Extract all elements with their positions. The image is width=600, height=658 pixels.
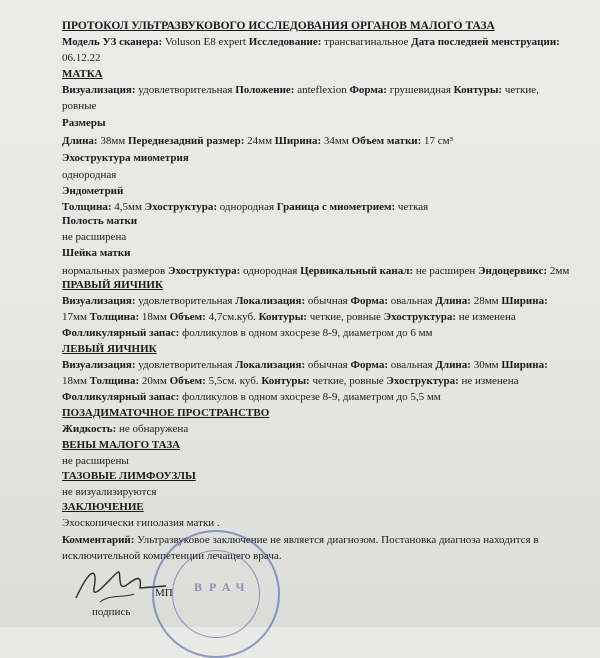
- lymph-heading: ТАЗОВЫЕ ЛИМФОУЗЛЫ: [62, 470, 196, 482]
- cavity-heading: Полость матки: [62, 215, 138, 227]
- right-ovary-follicles: Фолликулярный запас: фолликулов в одном эхосрезе 8-9, диаметром до 6 мм: [62, 327, 433, 339]
- cervix-line: нормальных размеров Эхоструктура: однородная Цервикальный канал: не расширен Эндоцервикс: 2мм: [62, 265, 570, 277]
- retro-heading: ПОЗАДИМАТОЧНОЕ ПРОСТРАНСТВО: [62, 407, 270, 419]
- retro-fluid: Жидкость: не обнаружена: [62, 423, 189, 435]
- right-ovary-line-1: Визуализация: удовлетворительная Локализация: обычная Форма: овальная Длина: 28мм Ширина:: [62, 295, 548, 307]
- conclusion-heading: ЗАКЛЮЧЕНИЕ: [62, 501, 144, 513]
- cervix-heading: Шейка матки: [62, 247, 131, 259]
- right-ovary-line-2: 17мм Толщина: 18мм Объем: 4,7см.куб. Контуры: четкие, ровные Эхоструктура: не изменена: [62, 311, 516, 323]
- veins-heading: ВЕНЫ МАЛОГО ТАЗА: [62, 439, 181, 451]
- endometrium-heading: Эндометрий: [62, 185, 124, 197]
- uterus-heading: МАТКА: [62, 68, 103, 80]
- comment-line-2: исключительной компетенции лечащего врача.: [62, 550, 282, 562]
- conclusion-text: Эхоскопически гиполазия матки .: [62, 517, 220, 529]
- stamp-text: ВРАЧ: [194, 580, 252, 594]
- uterus-visual-line: Визуализация: удовлетворительная Положение: anteflexion Форма: грушевидная Контуры: четкие,: [62, 84, 539, 96]
- left-ovary-line-2: 18мм Толщина: 20мм Объем: 5,5см. куб. Контуры: четкие, ровные Эхоструктура: не изменена: [62, 375, 519, 387]
- myometrium-value: однородная: [62, 169, 117, 181]
- left-ovary-follicles: Фолликулярный запас: фолликулов в одном эхосрезе 8-9, диаметром до 5,5 мм: [62, 391, 441, 403]
- comment-line-1: Комментарий: Ультразвуковое заключение не является диагнозом. Постановка диагноза находится в: [62, 534, 539, 546]
- left-ovary-line-1: Визуализация: удовлетворительная Локализация: обычная Форма: овальная Длина: 30мм Ширина:: [62, 359, 548, 371]
- left-ovary-heading: ЛЕВЫЙ ЯИЧНИК: [62, 343, 157, 355]
- uterus-sizes-line: Длина: 38мм Переднезадний размер: 24мм Ширина: 34мм Объем матки: 17 см³: [62, 135, 453, 147]
- cavity-value: не расширена: [62, 231, 127, 243]
- myometrium-heading: Эхоструктура миометрия: [62, 152, 189, 164]
- document-title: ПРОТОКОЛ УЛЬТРАЗВУКОВОГО ИССЛЕДОВАНИЯ ОРГАНОВ МАЛОГО ТАЗА: [62, 20, 495, 32]
- right-ovary-heading: ПРАВЫЙ ЯИЧНИК: [62, 279, 163, 291]
- lymph-value: не визуализируются: [62, 486, 157, 498]
- sizes-heading: Размеры: [62, 117, 106, 129]
- lmp-date: 06.12.22: [62, 52, 101, 64]
- signature-label: подпись: [92, 606, 131, 618]
- doctor-stamp: [152, 530, 280, 658]
- uterus-contours-cont: ровные: [62, 100, 97, 112]
- endometrium-line: Толщина: 4,5мм Эхоструктура: однородная Граница с миометрием: четкая: [62, 201, 429, 213]
- header-line: Модель УЗ сканера: Voluson E8 expert Исследование: трансвагинальное Дата последней менструации:: [62, 36, 560, 48]
- veins-value: не расширены: [62, 455, 129, 467]
- mp-label: МП: [155, 587, 173, 599]
